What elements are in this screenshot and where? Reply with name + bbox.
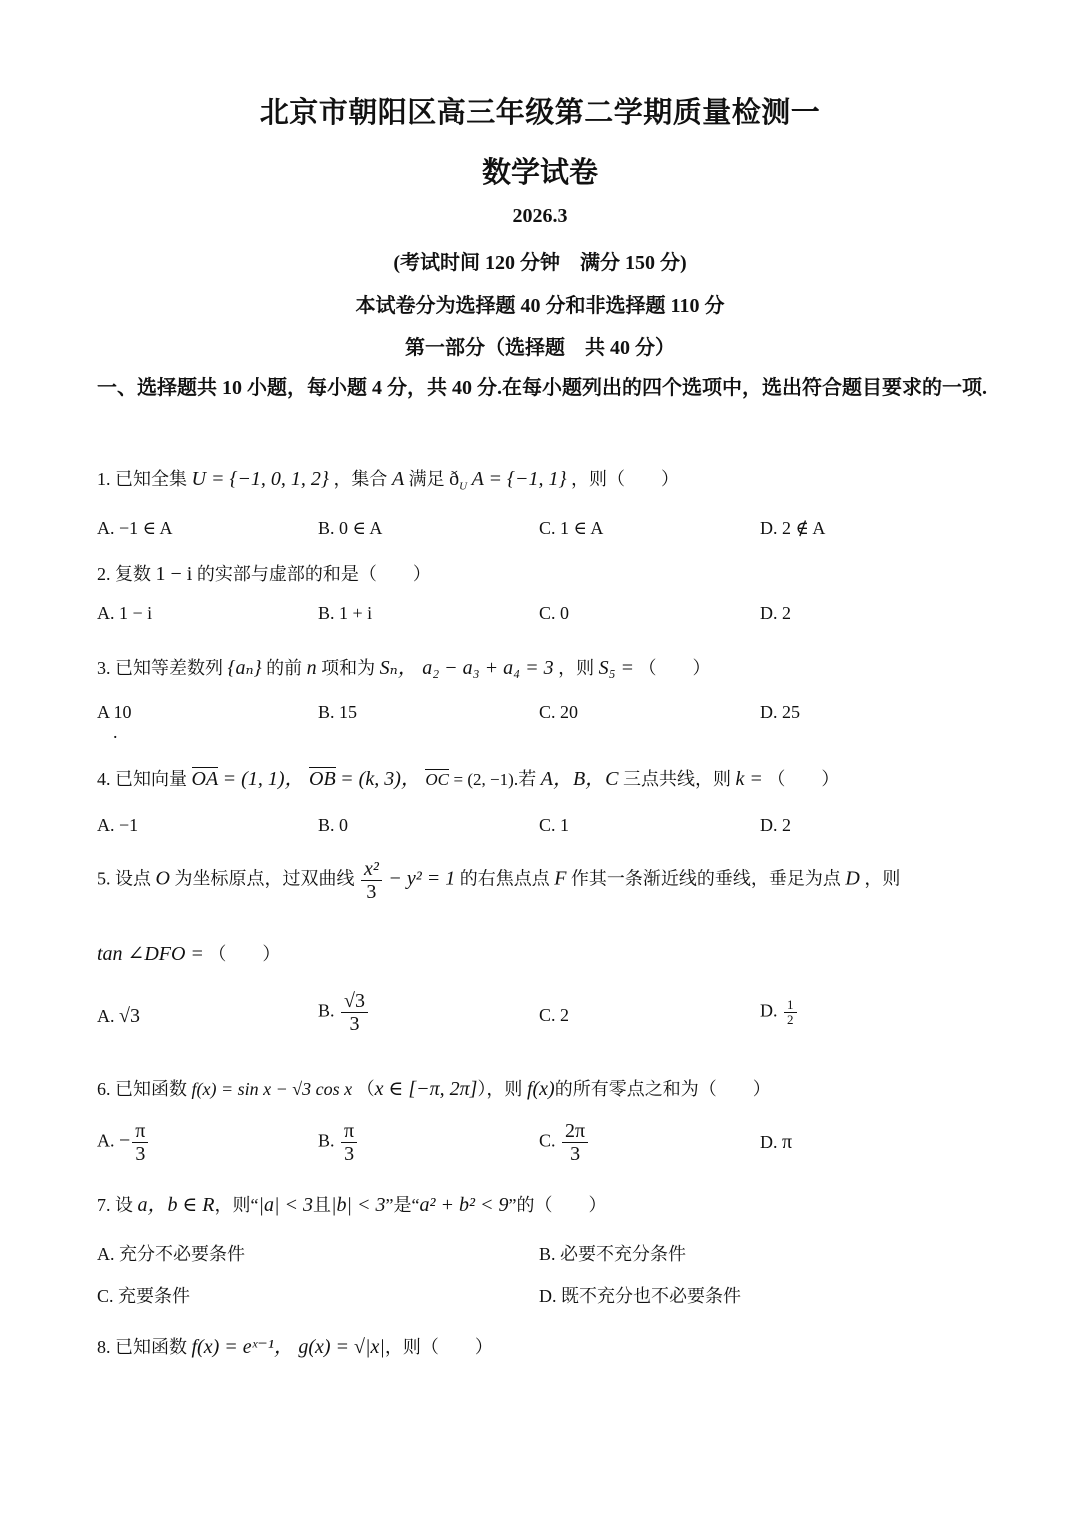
option-d	[760, 998, 799, 1027]
question-number: 5.	[97, 868, 111, 889]
option-c: C. 1 ∈ A	[539, 518, 604, 538]
math-expression: A = {−1, 1}	[471, 468, 567, 490]
stray-dot: .	[113, 722, 118, 742]
question-text: （ ）	[208, 944, 281, 964]
fraction-denominator: 3	[570, 1143, 581, 1165]
math-expression: O	[155, 867, 170, 890]
vector-oa: OA	[191, 768, 219, 790]
math-expression: − y² = 1	[388, 867, 456, 890]
option-c: C. 1	[539, 815, 570, 835]
math-expression: f(x)	[526, 1078, 555, 1100]
question-number: 1.	[97, 469, 111, 489]
math-expression: = (2, −1)	[453, 770, 514, 789]
question-text: ，则（ ）	[570, 469, 679, 489]
question-text: ，则“	[214, 1195, 259, 1215]
fraction-denominator: 2	[787, 1012, 794, 1027]
question-number: 8.	[97, 1337, 111, 1357]
question-4	[97, 762, 839, 791]
question-text: 设	[115, 1195, 133, 1215]
score-info: 本试卷分为选择题 40 分和非选择题 110 分	[355, 295, 725, 317]
option-b: B. 0 ∈ A	[318, 518, 383, 538]
question-text: 已知向量	[115, 769, 187, 789]
question-8	[97, 1330, 493, 1359]
math-expression: f(x) = eˣ⁻¹，	[191, 1336, 294, 1358]
question-6	[97, 1075, 771, 1101]
fraction-denominator: 3	[344, 1143, 355, 1165]
option-b	[318, 1120, 359, 1165]
option-b	[318, 990, 370, 1035]
math-expression: = (k, 3)，	[340, 768, 421, 790]
option-d	[760, 1131, 792, 1154]
option-c: C. 20	[539, 702, 579, 722]
question-text: ，则	[558, 658, 595, 678]
option-label: A.	[97, 1130, 115, 1151]
math-expression: A，B，C	[540, 768, 619, 790]
math-expression: a，b ∈ R	[137, 1194, 215, 1216]
math-expression: A	[391, 468, 405, 490]
option-label: D.	[760, 1132, 778, 1152]
option-a	[97, 1005, 140, 1028]
option-c: C. 充要条件	[97, 1286, 191, 1306]
question-text: 的实部与虚部的和是（ ）	[196, 564, 431, 584]
fraction	[562, 1120, 588, 1165]
option-a: A. −1	[97, 815, 139, 835]
question-text: 复数	[115, 564, 151, 584]
fraction-numerator: π	[341, 1120, 357, 1143]
math-expression: D	[845, 867, 860, 890]
option-a	[97, 1120, 150, 1165]
question-text: ”的（ ）	[508, 1195, 607, 1215]
option-d: D. 2	[760, 603, 791, 623]
fraction-numerator: √3	[341, 990, 368, 1013]
math-expression: F	[554, 867, 567, 890]
question-text: 作其一条渐近线的垂线，垂足为点	[570, 868, 841, 889]
question-number: 7.	[97, 1195, 111, 1215]
question-2	[97, 560, 431, 586]
question-text: 为坐标原点，过双曲线	[174, 868, 355, 889]
option-c: C. 2	[539, 1005, 570, 1025]
question-number: 6.	[97, 1079, 111, 1099]
question-text: 已知函数	[115, 1079, 187, 1099]
fraction	[341, 990, 368, 1035]
fraction-denominator: 3	[135, 1143, 146, 1165]
math-expression: S₅ =	[598, 657, 635, 679]
page-title: 北京市朝阳区高三年级第二学期质量检测一	[259, 97, 821, 129]
question-text: 已知函数	[115, 1337, 187, 1357]
complement-symbol: ð	[449, 468, 460, 490]
fraction-numerator: 2π	[562, 1120, 588, 1143]
section-instruction: 一、选择题共 10 小题，每小题 4 分，共 40 分.在每小题列出的四个选项中，选出符合题目要求的一项.	[97, 377, 987, 399]
option-value: √3	[119, 1005, 140, 1027]
option-b: B. 15	[318, 702, 358, 722]
question-number: 3.	[97, 658, 111, 678]
option-d: D. 2	[760, 815, 791, 835]
question-text: ，集合	[333, 469, 388, 489]
fraction	[361, 858, 382, 903]
question-number: 4.	[97, 769, 111, 789]
option-a: A. 1 − i	[97, 603, 153, 623]
option-c	[539, 1120, 590, 1165]
option-value: π	[782, 1131, 793, 1153]
question-5	[97, 858, 900, 903]
time-info: (考试时间 120 分钟 满分 150 分)	[393, 252, 687, 274]
question-3	[97, 651, 711, 680]
fraction-numerator: 1	[784, 998, 797, 1013]
question-text: .若	[513, 769, 537, 789]
fraction-numerator: x²	[361, 858, 382, 881]
math-expression: a² + b² < 9	[419, 1194, 509, 1216]
fraction-denominator: 3	[366, 881, 377, 903]
option-d: D. 2 ∉ A	[760, 518, 826, 538]
question-text: （	[356, 1079, 375, 1099]
option-label: C.	[539, 1130, 556, 1151]
option-c: C. 0	[539, 603, 570, 623]
option-label: B.	[318, 1130, 335, 1151]
question-number: 2.	[97, 564, 111, 584]
math-expression: 1 − i	[155, 563, 193, 585]
question-5-line-2	[97, 940, 280, 966]
question-text: ，则（ ）	[384, 1337, 493, 1357]
question-text: 设点	[115, 868, 151, 889]
math-expression: = (1, 1)，	[222, 768, 305, 790]
option-b: B. 1 + i	[318, 603, 373, 623]
option-label: B.	[318, 1000, 335, 1021]
option-b: B. 0	[318, 815, 349, 835]
math-expression: U = {−1, 0, 1, 2}	[191, 468, 329, 490]
minus-sign: −	[119, 1129, 131, 1152]
fraction-denominator: 3	[349, 1013, 360, 1035]
question-text: ，则	[864, 868, 901, 889]
option-label: D.	[760, 1000, 778, 1021]
math-expression: g(x) = √|x|	[298, 1336, 385, 1358]
option-a: A. 充分不必要条件	[97, 1244, 245, 1264]
part-title: 第一部分（选择题 共 40 分）	[405, 337, 675, 359]
question-text: 已知等差数列	[115, 658, 223, 678]
question-text: 的前	[266, 658, 303, 678]
math-expression: f(x) = sin x − √3 cos x	[191, 1079, 353, 1099]
math-expression: x ∈ [−π, 2π]	[374, 1078, 478, 1100]
math-expression: |a| < 3	[258, 1194, 314, 1216]
math-expression: Sₙ，	[379, 657, 418, 679]
option-label: A.	[97, 1006, 115, 1026]
math-expression: n	[306, 657, 317, 679]
math-expression: {aₙ}	[227, 657, 262, 679]
fraction	[784, 998, 797, 1027]
math-expression: tan ∠DFO =	[97, 943, 204, 965]
fraction-numerator: π	[132, 1120, 148, 1143]
vector-ob: OB	[309, 768, 336, 790]
option-d: D. 既不充分也不必要条件	[539, 1286, 741, 1306]
question-text: （ ）	[638, 658, 711, 678]
math-expression: k =	[735, 768, 763, 790]
option-d: D. 25	[760, 702, 800, 722]
fraction	[341, 1120, 357, 1165]
math-expression: a₂ − a₃ + a₄ = 3	[422, 657, 554, 679]
option-a: A. −1 ∈ A	[97, 518, 173, 538]
question-text: 三点共线，则	[623, 769, 732, 789]
vector-oc: OC	[425, 770, 449, 789]
question-text: 已知全集	[115, 469, 187, 489]
question-text: 的右焦点点	[459, 868, 550, 889]
fraction	[132, 1120, 148, 1165]
question-text: 项和为	[321, 658, 376, 678]
question-text: ”是“	[385, 1195, 420, 1215]
question-text: （ ）	[767, 769, 840, 789]
question-7	[97, 1188, 607, 1217]
option-a: A 10	[97, 702, 132, 722]
question-text: ），则	[477, 1079, 523, 1099]
question-1	[97, 465, 679, 493]
exam-date: 2026.3	[512, 205, 568, 227]
question-text: 的所有零点之和为（ ）	[554, 1079, 771, 1099]
complement-subscript: U	[459, 480, 468, 493]
option-b: B. 必要不充分条件	[539, 1244, 687, 1264]
question-text: 且	[313, 1195, 332, 1215]
math-expression: |b| < 3	[331, 1194, 386, 1216]
question-text: 满足	[408, 469, 445, 489]
page-subtitle: 数学试卷	[481, 157, 598, 189]
